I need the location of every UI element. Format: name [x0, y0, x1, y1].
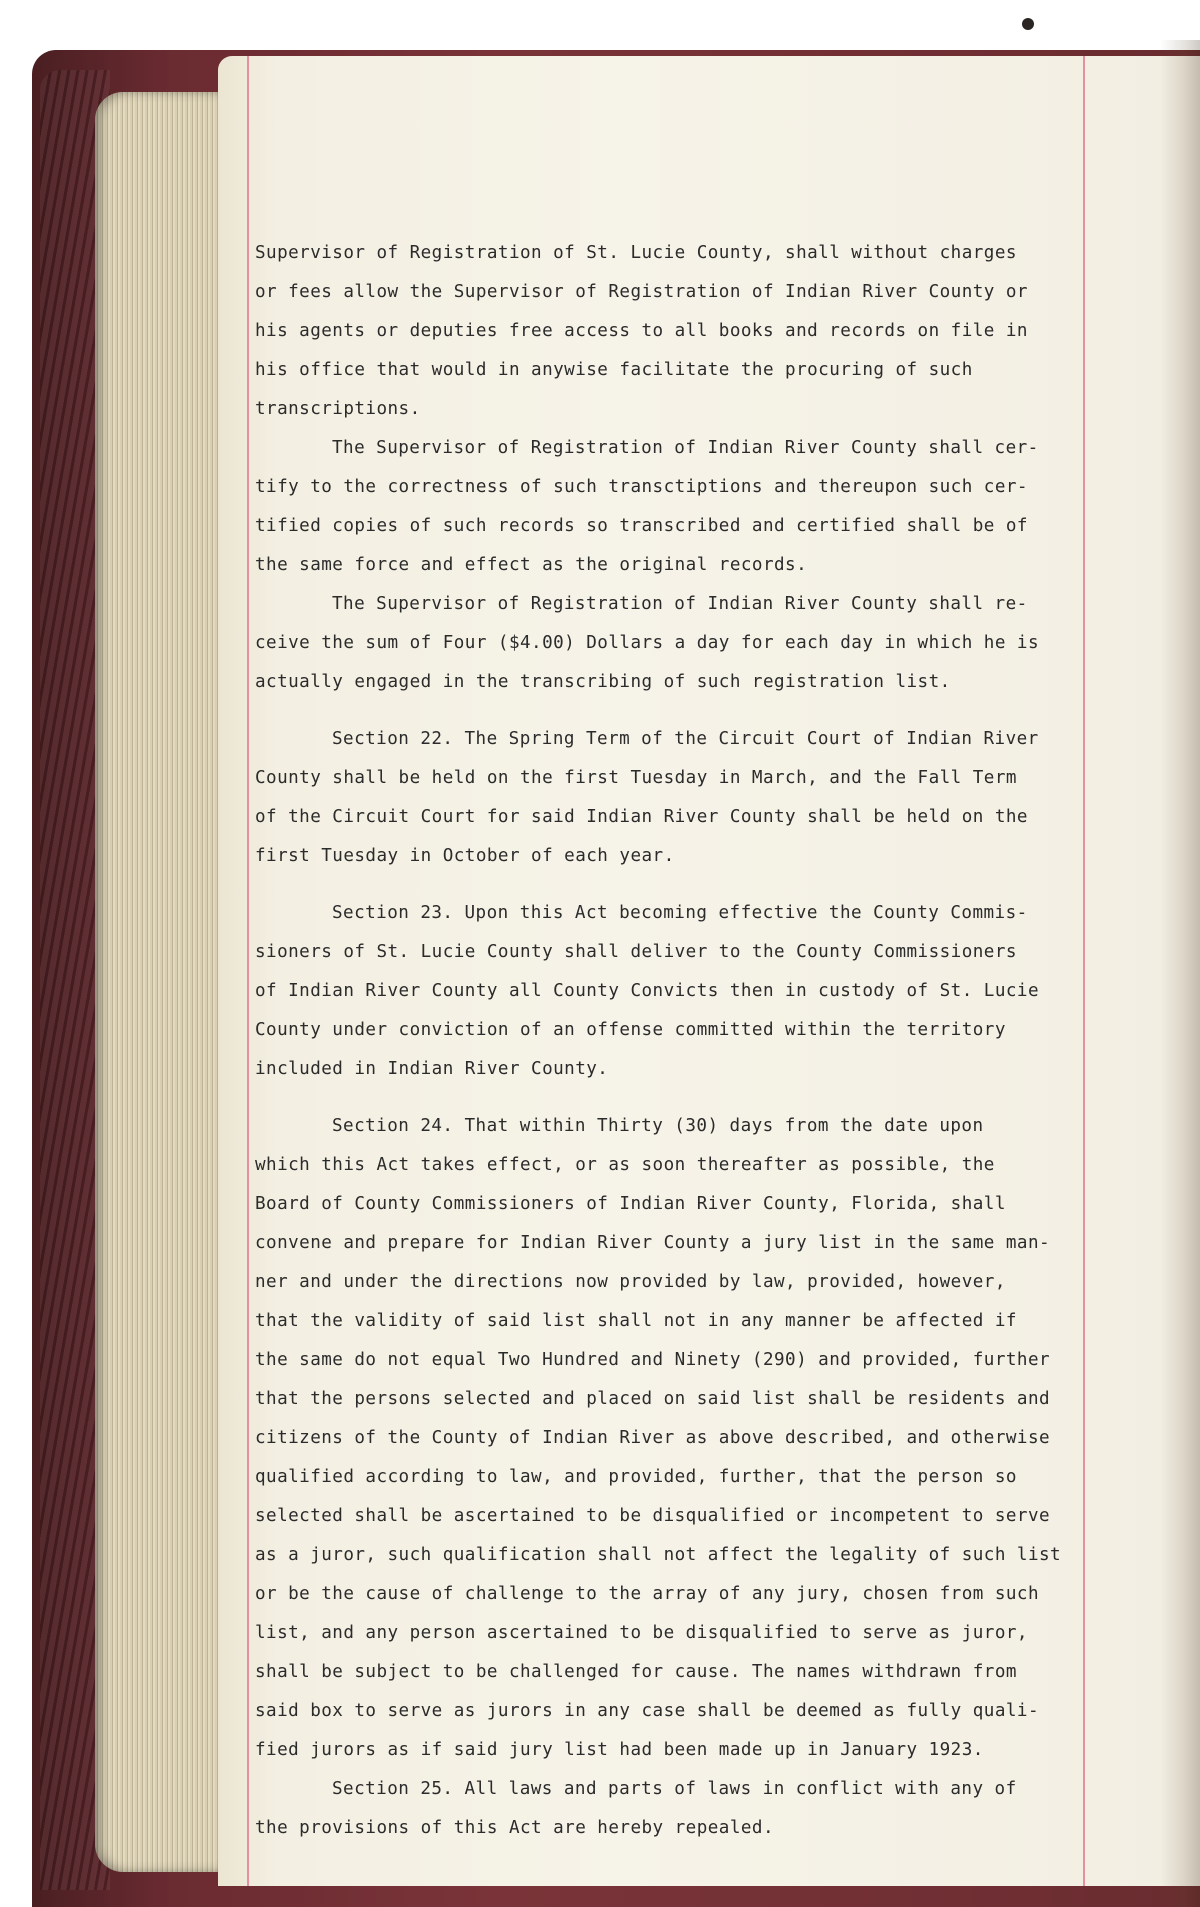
paragraph-gap: [255, 876, 1090, 894]
paragraph: [255, 585, 1090, 702]
text-line: The Supervisor of Registration of Indian River County shall re-: [332, 594, 1028, 614]
text-line: Supervisor of Registration of St. Lucie County, shall without charges: [255, 243, 1017, 263]
paragraph: [255, 429, 1090, 585]
text-line: or be the cause of challenge to the array of any jury, chosen from such: [255, 1584, 1040, 1604]
text-line: County under conviction of an offense committed within the territory: [255, 1020, 1006, 1040]
left-margin-rule: [247, 56, 249, 1886]
binding-pin: [1022, 18, 1034, 30]
text-line: shall be subject to be challenged for cause. The names withdrawn from: [255, 1662, 1017, 1682]
text-line: selected shall be ascertained to be disqualified or incompetent to serve: [255, 1506, 1051, 1526]
text-line: citizens of the County of Indian River as above described, and otherwise: [255, 1428, 1051, 1448]
text-line: fied jurors as if said jury list had been made up in January 1923.: [255, 1740, 984, 1760]
text-line: Section 25. All laws and parts of laws in conflict with any of: [332, 1779, 1017, 1799]
text-line: included in Indian River County.: [255, 1059, 609, 1079]
text-line: sioners of St. Lucie County shall deliver to the County Commissioners: [255, 942, 1017, 962]
text-line: of Indian River County all County Convicts then in custody of St. Lucie: [255, 981, 1040, 1001]
text-line: said box to serve as jurors in any case shall be deemed as fully quali-: [255, 1701, 1040, 1721]
paragraph: [255, 1770, 1090, 1848]
gutter-shadow: [1160, 40, 1200, 1907]
text-line: as a juror, such qualification shall not affect the legality of such list: [255, 1545, 1062, 1565]
text-line: that the validity of said list shall not in any manner be affected if: [255, 1311, 1017, 1331]
text-line: his office that would in anywise facilitate the procuring of such: [255, 360, 973, 380]
text-line: first Tuesday in October of each year.: [255, 846, 675, 866]
text-line: that the persons selected and placed on said list shall be residents and: [255, 1389, 1051, 1409]
text-line: convene and prepare for Indian River County a jury list in the same man-: [255, 1233, 1051, 1253]
text-line: ceive the sum of Four ($4.00) Dollars a day for each day in which he is: [255, 633, 1040, 653]
text-line: County shall be held on the first Tuesday in March, and the Fall Term: [255, 768, 1017, 788]
text-line: the same force and effect as the original records.: [255, 555, 808, 575]
text-line: Board of County Commissioners of Indian River County, Florida, shall: [255, 1194, 1006, 1214]
text-line: Section 22. The Spring Term of the Circuit Court of Indian River: [332, 729, 1039, 749]
text-line: the same do not equal Two Hundred and Ninety (290) and provided, further: [255, 1350, 1051, 1370]
text-line: Section 24. That within Thirty (30) days from the date upon: [332, 1116, 984, 1136]
text-line: The Supervisor of Registration of Indian River County shall cer-: [332, 438, 1039, 458]
paragraph: [255, 894, 1090, 1089]
paragraph: [255, 234, 1090, 429]
paragraph-gap: [255, 1089, 1090, 1107]
text-line: tify to the correctness of such transctiptions and thereupon such cer-: [255, 477, 1028, 497]
paragraph: [255, 720, 1090, 876]
text-line: which this Act takes effect, or as soon thereafter as possible, the: [255, 1155, 995, 1175]
typed-text-body: [255, 234, 1090, 1848]
text-line: transcriptions.: [255, 399, 421, 419]
text-line: actually engaged in the transcribing of such registration list.: [255, 672, 951, 692]
text-line: Section 23. Upon this Act becoming effective the County Commis-: [332, 903, 1028, 923]
text-line: of the Circuit Court for said Indian River County shall be held on the: [255, 807, 1028, 827]
text-line: or fees allow the Supervisor of Registration of Indian River County or: [255, 282, 1028, 302]
paragraph: [255, 1107, 1090, 1770]
text-line: list, and any person ascertained to be disqualified to serve as juror,: [255, 1623, 1028, 1643]
text-line: ner and under the directions now provided by law, provided, however,: [255, 1272, 1006, 1292]
page-edges: [95, 92, 223, 1872]
text-line: his agents or deputies free access to all books and records on file in: [255, 321, 1028, 341]
text-line: tified copies of such records so transcribed and certified shall be of: [255, 516, 1028, 536]
paragraph-gap: [255, 702, 1090, 720]
text-line: the provisions of this Act are hereby repealed.: [255, 1818, 774, 1838]
text-line: qualified according to law, and provided, further, that the person so: [255, 1467, 1017, 1487]
